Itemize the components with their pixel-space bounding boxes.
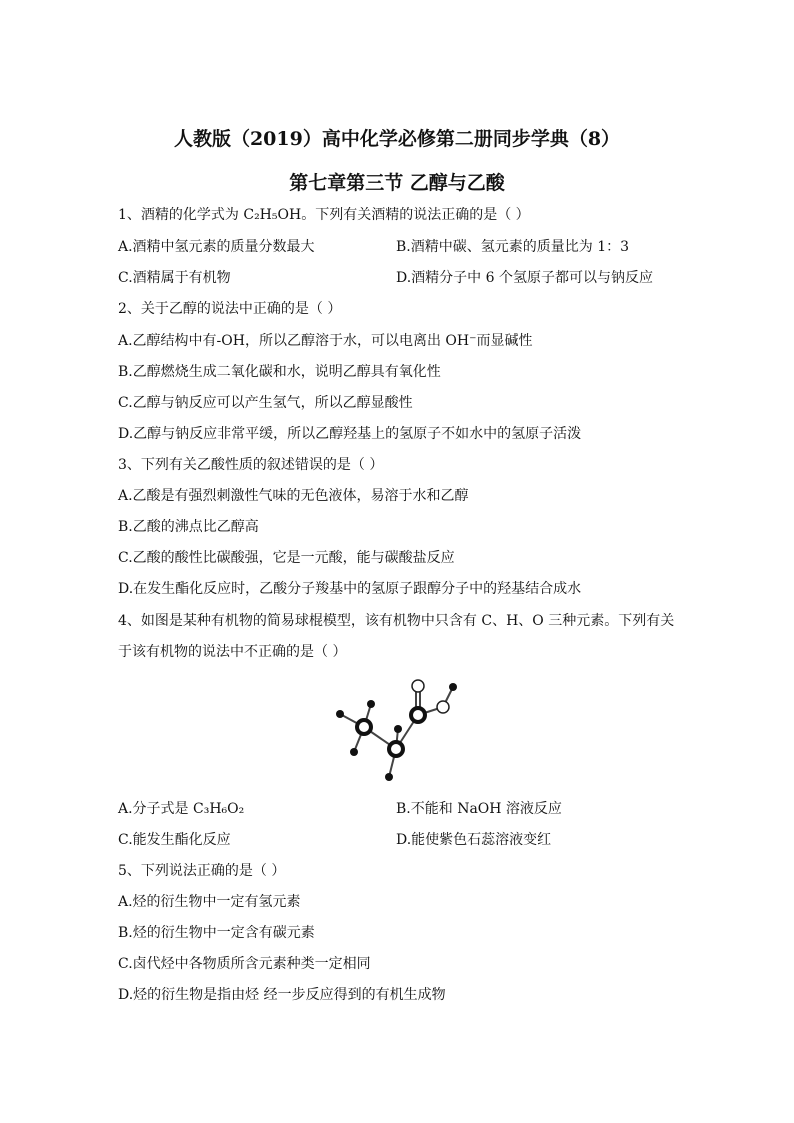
question-5-stem: 5、下列说法正确的是（ ） bbox=[118, 863, 286, 879]
question-1-option-a: A.酒精中氢元素的质量分数最大 bbox=[118, 239, 315, 255]
document-title: 人教版（2019）高中化学必修第二册同步学典（8） bbox=[173, 128, 621, 150]
carbon-atom bbox=[389, 742, 403, 756]
question-5-option-a: A.烃的衍生物中一定有氢元素 bbox=[118, 894, 301, 910]
question-4-option-a: A.分子式是 C₃H₆O₂ bbox=[118, 801, 245, 817]
question-1-stem: 1、酒精的化学式为 C₂H₅OH。下列有关酒精的说法正确的是（ ） bbox=[118, 207, 530, 223]
question-2-option-c: C.乙醇与钠反应可以产生氢气，所以乙醇显酸性 bbox=[118, 395, 413, 411]
hydrogen-atom bbox=[394, 725, 402, 733]
question-4-stem-line-1: 4、如图是某种有机物的简易球棍模型，该有机物中只含有 C、H、O 三种元素。下列有关 bbox=[118, 613, 675, 629]
question-5-option-c: C.卤代烃中各物质所含元素种类一定相同 bbox=[118, 956, 371, 972]
question-1-option-b: B.酒精中碳、氢元素的质量比为 1：3 bbox=[396, 239, 630, 255]
section-title: 第七章第三节 乙醇与乙酸 bbox=[289, 172, 505, 194]
question-2-option-b: B.乙醇燃烧生成二氧化碳和水，说明乙醇具有氧化性 bbox=[118, 364, 441, 380]
question-3-option-a: A.乙酸是有强烈刺激性气味的无色液体，易溶于水和乙醇 bbox=[118, 488, 469, 504]
question-3-option-d: D.在发生酯化反应时，乙酸分子羧基中的氢原子跟醇分子中的羟基结合成水 bbox=[118, 581, 582, 597]
question-3-option-b: B.乙酸的沸点比乙醇高 bbox=[118, 519, 259, 535]
carbon-atom bbox=[411, 708, 425, 722]
hydrogen-atom bbox=[350, 748, 358, 756]
oxygen-atom bbox=[437, 701, 449, 713]
ball-and-stick-molecule-icon bbox=[330, 676, 470, 786]
question-2-option-a: A.乙醇结构中有-OH，所以乙醇溶于水，可以电离出 OH⁻而显碱性 bbox=[118, 333, 533, 349]
hydrogen-atom bbox=[385, 773, 393, 781]
question-4-stem-line-2: 于该有机物的说法中不正确的是（ ） bbox=[118, 644, 347, 660]
hydrogen-atom bbox=[367, 700, 375, 708]
question-2-option-d: D.乙醇与钠反应非常平缓，所以乙醇羟基上的氢原子不如水中的氢原子活泼 bbox=[118, 426, 582, 442]
question-5-option-b: B.烃的衍生物中一定含有碳元素 bbox=[118, 925, 315, 941]
question-1-option-d: D.酒精分子中 6 个氢原子都可以与钠反应 bbox=[396, 270, 653, 286]
oxygen-atom bbox=[412, 680, 424, 692]
hydrogen-atom bbox=[449, 683, 457, 691]
question-3-stem: 3、下列有关乙酸性质的叙述错误的是（ ） bbox=[118, 457, 384, 473]
hydrogen-atom bbox=[336, 710, 344, 718]
question-2-stem: 2、关于乙醇的说法中正确的是（ ） bbox=[118, 301, 342, 317]
question-4-option-c: C.能发生酯化反应 bbox=[118, 832, 231, 848]
carbon-atom bbox=[357, 720, 371, 734]
question-4-option-b: B.不能和 NaOH 溶液反应 bbox=[396, 801, 562, 817]
question-5-option-d: D.烃的衍生物是指由烃 经一步反应得到的有机生成物 bbox=[118, 987, 446, 1003]
molecule-atoms bbox=[336, 680, 457, 781]
question-3-option-c: C.乙酸的酸性比碳酸强，它是一元酸，能与碳酸盐反应 bbox=[118, 550, 455, 566]
question-4-option-d: D.能使紫色石蕊溶液变红 bbox=[396, 832, 552, 848]
question-1-option-c: C.酒精属于有机物 bbox=[118, 270, 231, 286]
